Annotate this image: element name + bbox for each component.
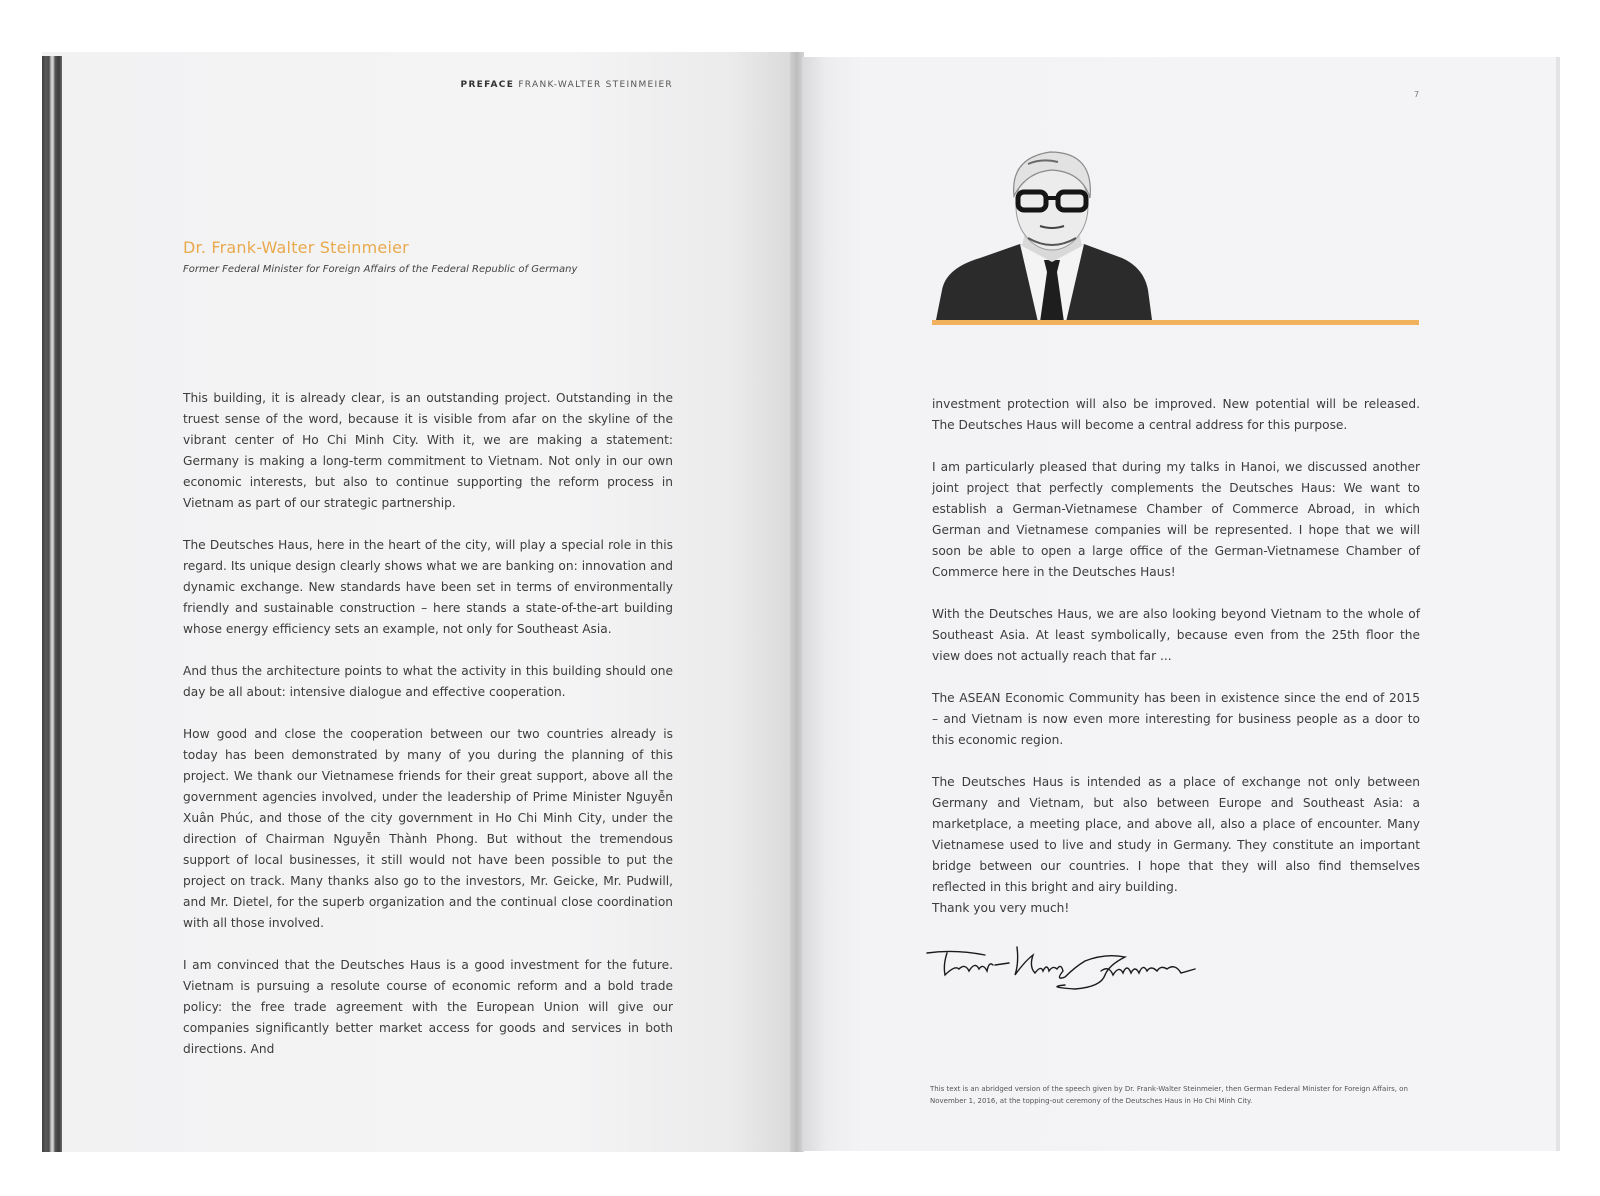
page-number: 7 bbox=[1414, 90, 1420, 99]
signature bbox=[925, 935, 1225, 1000]
paragraph: The ASEAN Economic Community has been in existence since the end of 2015 – and Vietnam is now even more interesting for business people as a door to this economic region. bbox=[932, 691, 1420, 747]
author-name: Dr. Frank-Walter Steinmeier bbox=[183, 238, 409, 257]
paragraph: And thus the architecture points to what the activity in this building should one day be all about: intensive dialogue and effective cooperation. bbox=[183, 664, 673, 699]
running-head-section: PREFACE bbox=[460, 80, 515, 90]
left-body-text bbox=[183, 388, 673, 1081]
paragraph: investment protection will also be improved. New potential will be released. The Deutsches Haus will become a central address for this purpose. bbox=[932, 397, 1420, 432]
paragraph: I am particularly pleased that during my talks in Hanoi, we discussed another joint project that perfectly complements the Deutsches Haus: We want to establish a German-Vietnamese Chamber of Commerce Abroad, in which German and Vietnamese companies will be represented. I hope that we will soon be able to open a large office of the German-Vietnamese Chamber of Commerce here in the Deutsches Haus! bbox=[932, 460, 1420, 579]
right-body-text bbox=[932, 394, 1420, 940]
closing-line: Thank you very much! bbox=[932, 901, 1070, 915]
paragraph: With the Deutsches Haus, we are also looking beyond Vietnam to the whole of Southeast Asia. At least symbolically, because even from the 25th floor the view does not actually reach that far ... bbox=[932, 607, 1420, 663]
accent-line bbox=[932, 320, 1419, 325]
running-head-author: FRANK-WALTER STEINMEIER bbox=[518, 80, 673, 90]
running-head bbox=[461, 80, 673, 90]
footnote: This text is an abridged version of the speech given by Dr. Frank-Walter Steinmeier, then German Federal Minister for Foreign Affairs, on November 1, 2016, at the topping-out ceremony of the Deutsches Haus in Ho Chi Minh City. bbox=[930, 1085, 1408, 1105]
paragraph: This building, it is already clear, is an outstanding project. Outstanding in the truest sense of the word, because it is visible from afar on the skyline of the vibrant center of Ho Chi Minh City. With it, we are making a statement: Germany is making a long-term commitment to Vietnam. Not only in our own economic interests, but also to continue supporting the reform process in Vietnam as part of our strategic partnership. bbox=[183, 391, 673, 510]
author-title: Former Federal Minister for Foreign Affairs of the Federal Republic of Germany bbox=[183, 264, 578, 275]
paragraph: The Deutsches Haus is intended as a place of exchange not only between Germany and Vietnam, but also between Europe and Southeast Asia: a marketplace, a meeting place, and above all, also a place of encounter. Many Vietnamese used to live and study in Germany. They constitute an important bridge between our countries. I hope that they will also find themselves reflected in this bright and airy building. bbox=[932, 775, 1420, 894]
paragraph: The Deutsches Haus, here in the heart of the city, will play a special role in this regard. Its unique design clearly shows what we are banking on: innovation and dynamic exchange. New standards have been set in terms of environmentally friendly and sustainable construction – here stands a state-of-the-art building whose energy efficiency sets an example, not only for Southeast Asia. bbox=[183, 538, 673, 636]
paragraph: I am convinced that the Deutsches Haus is a good investment for the future. Vietnam is pursuing a resolute course of economic reform and a bold trade policy: the free trade agreement with the European Union will give our companies significantly better market access for goods and services in both directions. And bbox=[183, 958, 673, 1056]
paragraph: How good and close the cooperation between our two countries already is today has been demonstrated by many of you during the planning of this project. We thank our Vietnamese friends for their great support, above all the government agencies involved, under the leadership of Prime Minister Nguyễn Xuân Phúc, and those of the city government in Ho Chi Minh City, under the direction of Chairman Nguyễn Thành Phong. But without the tremendous support of local businesses, it still would not have been possible to put the project on track. Many thanks also go to the investors, Mr. Geicke, Mr. Pudwill, and Mr. Dietel, for the superb organization and the continual close coordination with all those involved. bbox=[183, 727, 673, 930]
portrait-illustration bbox=[932, 140, 1172, 323]
page-edge-stack bbox=[42, 56, 62, 1152]
right-page-edge bbox=[1556, 57, 1560, 1151]
